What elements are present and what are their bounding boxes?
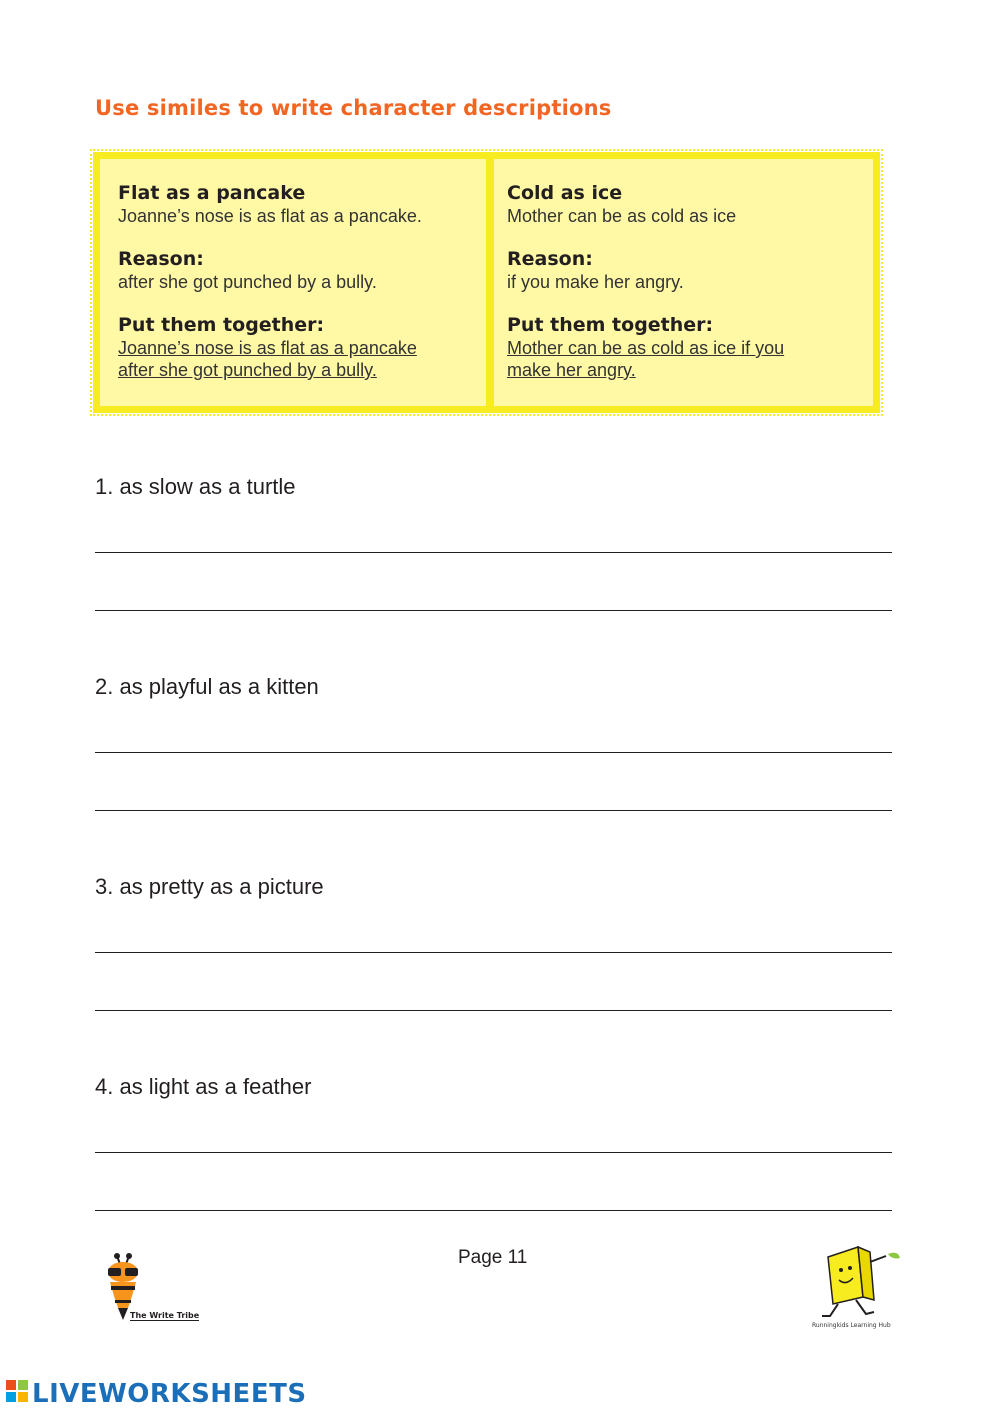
liveworksheets-brand[interactable]: LIVEWORKSHEETS [32,1379,307,1409]
example-sentence: Mother can be as cold as ice [507,206,737,226]
write-tribe-logo-text: The Write Tribe [130,1311,200,1320]
example-divider [486,159,494,406]
running-book-logo-icon [808,1242,908,1322]
answer-line[interactable] [95,610,892,611]
question-1: 1. as slow as a turtle [95,474,296,499]
example-box [93,152,880,413]
question-2: 2. as playful as a kitten [95,674,319,699]
liveworksheets-logo-icon [6,1378,30,1408]
together-label: Put them together: [118,314,325,336]
worksheet-title: Use similes to write character descriptions [95,96,612,120]
answer-line[interactable] [95,1210,892,1211]
question-3: 3. as pretty as a picture [95,874,324,899]
together-line: make her angry. [507,360,636,380]
example-heading: Flat as a pancake [118,182,306,204]
runningkids-logo-text: Runningkids Learning Hub [812,1322,891,1329]
together-line: after she got punched by a bully. [118,360,377,380]
answer-line[interactable] [95,552,892,553]
together-line: Mother can be as cold as ice if you [507,338,785,358]
example-heading: Cold as ice [507,182,623,204]
example-left [118,181,478,381]
example-reason: after she got punched by a bully. [118,272,377,292]
answer-line[interactable] [95,1152,892,1153]
page-number: Page 11 [458,1247,528,1268]
together-line: Joanne’s nose is as flat as a pancake [118,338,417,358]
question-4: 4. as light as a feather [95,1074,312,1099]
answer-line[interactable] [95,752,892,753]
example-sentence: Joanne’s nose is as flat as a pancake. [118,206,422,226]
answer-line[interactable] [95,952,892,953]
together-label: Put them together: [507,314,714,336]
reason-label: Reason: [507,248,593,270]
example-right [507,181,867,381]
answer-line[interactable] [95,810,892,811]
example-reason: if you make her angry. [507,272,684,292]
reason-label: Reason: [118,248,204,270]
answer-line[interactable] [95,1010,892,1011]
